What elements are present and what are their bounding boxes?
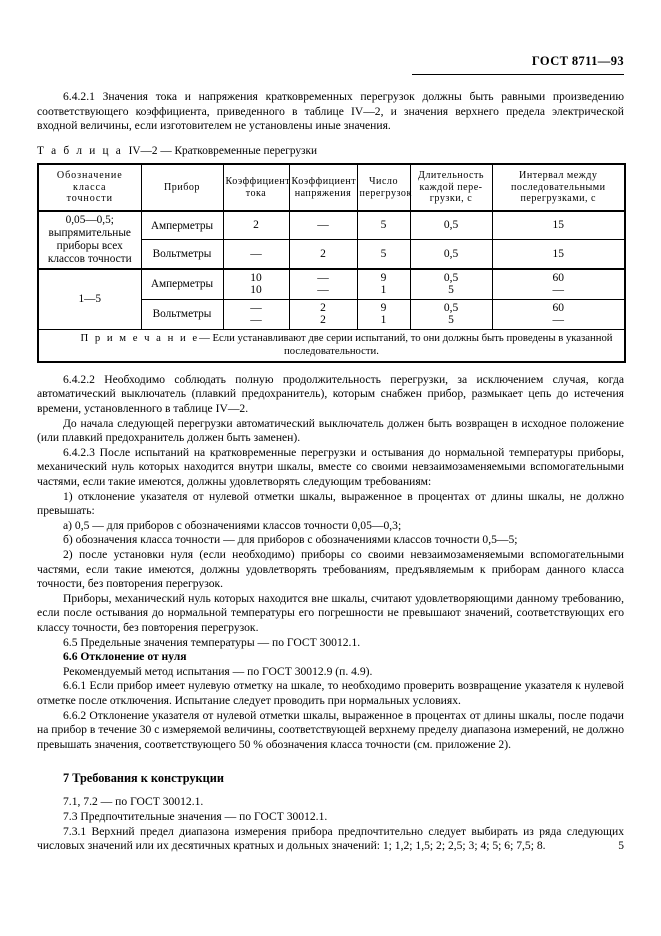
cell-voltage-coefficient [289, 269, 357, 300]
paragraph-6-4-2-1: 6.4.2.1 Значения тока и напряжения кратковременных перегрузок должны быть равными произведению соответствующего коэффициента, приведенного в таблице IV—2, и значения верхнего предела электрической входной величины, если изготовителем не установлены иные значения. [37, 90, 624, 133]
table-col-device [141, 164, 223, 211]
paragraph-item-a: а) 0,5 — для приборов с обозначениями классов точности 0,05—0,3; [63, 518, 402, 532]
cell-current-coefficient [223, 299, 289, 329]
cell-overload-count: 5 [357, 211, 410, 240]
header-rule [412, 74, 624, 75]
value-line: 1 [380, 284, 387, 297]
cell-current-coefficient [223, 269, 289, 300]
note-dash: — [199, 331, 210, 344]
header-line: последовательными [510, 181, 606, 193]
header-line: точности [66, 193, 113, 205]
header-line: Число [368, 176, 399, 188]
cell-device: Вольтметры [141, 240, 223, 269]
cell-duration: 0,5 [410, 211, 492, 240]
cell-overload-count [357, 299, 410, 329]
paragraph-7-3: 7.3 Предпочтительные значения — по ГОСТ 30012.1. [63, 809, 328, 823]
table-col-voltage-coefficient [289, 164, 357, 211]
header-line: Обозначение класса [56, 170, 123, 193]
table-note-row [38, 329, 625, 362]
value-line: — [552, 284, 564, 297]
paragraph-7-1-7-2: 7.1, 7.2 — по ГОСТ 30012.1. [63, 795, 204, 809]
page-number: 5 [618, 840, 624, 852]
paragraph-6-6-2: 6.6.2 Отклонение указателя от нулевой отметки шкалы, выраженное в процентах от длины шкалы, после подачи на прибор в течение 30 с измеряемой величины, соответствующей верхнему пределу диапазона измерений, не должно превышать значения, соответствующего 50 % обозначения класса точности (см. приложение 2). [37, 708, 624, 751]
note-label: П р и м е ч а н и е [80, 331, 200, 344]
standard-designation: ГОСТ 8711—93 [531, 54, 624, 68]
value-line: 9 [380, 301, 387, 314]
value-line: — [250, 301, 262, 314]
header-line: Длительность [417, 170, 485, 182]
header-line: Коэффициент [225, 176, 291, 188]
table-col-overload-count [357, 164, 410, 211]
heading-7: 7 Требования к конструкции [63, 771, 224, 786]
header-line: грузки, с [429, 193, 473, 205]
spacer [37, 134, 624, 144]
table-caption-title: Кратковременные перегрузки [174, 144, 318, 157]
table-header-row [38, 164, 625, 211]
cell-interval: 15 [492, 240, 625, 269]
page-content [37, 90, 624, 854]
table-col-accuracy-class [38, 164, 141, 211]
paragraph-6-6-1: 6.6.1 Если прибор имеет нулевую отметку на шкале, то необходимо проверить возвращение указателя к нулевой отметке после отключения. Испытание следует проводить при нормальных условиях. [37, 679, 624, 707]
table-body [38, 211, 625, 362]
cell-duration: 0,5 [410, 240, 492, 269]
value-line: — [250, 314, 262, 327]
header-line: перегрузками, с [520, 193, 597, 205]
value-line: 2 [320, 301, 326, 314]
table-caption-number: IV—2 [128, 144, 158, 157]
table-row [38, 269, 625, 300]
table-col-interval [492, 164, 625, 211]
value-line: 1 [380, 314, 387, 327]
cell-interval [492, 299, 625, 329]
value-line: 60 [552, 271, 564, 284]
paragraph-6-6-method: Рекомендуемый метод испытания — по ГОСТ 30012.9 (п. 4.9). [63, 664, 373, 678]
class-line: приборы всех [56, 239, 123, 252]
header-line: каждой пере- [419, 181, 483, 193]
table-col-current-coefficient [223, 164, 289, 211]
cell-accuracy-class [38, 211, 141, 269]
table-col-duration [410, 164, 492, 211]
table-caption-label: Т а б л и ц а [37, 144, 123, 157]
paragraph-item-2: 2) после установки нуля (если необходимо) приборы со своими невзаимозаменяемыми вспомогательными частями, если такие имеются, должны удовлетворять требованиям, предъявляемым к приборам данного класса точности, без повторения перегрузок. [37, 548, 624, 591]
paragraph-7-3-1: 7.3.1 Верхний предел диапазона измерения прибора предпочтительно следует выбирать из ряда следующих числовых значений или их десятичных кратных и дольных значений: 1; 1,2; 1,5; 2; 2,5; 3; 4; 5; 6; 7,5; 8. [37, 824, 624, 853]
cell-voltage-coefficient: — [289, 211, 357, 240]
cell-device: Амперметры [141, 211, 223, 240]
cell-overload-count: 5 [357, 240, 410, 269]
paragraph-6-4-2-2: 6.4.2.2 Необходимо соблюдать полную продолжительность перегрузки, за исключением случая, когда автоматический выключатель (плавкий предохранитель), которым снабжен прибор, размыкает цепь до истечения времени, установленного в таблице IV—2. [37, 372, 624, 416]
table-row [38, 211, 625, 240]
table-caption-dash: — [160, 144, 172, 157]
paragraph-outside-scale: Приборы, механический нуль которых находится вне шкалы, считают удовлетворяющими данному требованию, если после остывания до нормальной температуры его погрешности не превышают значений, соответствующих его классу точности, без повторения перегрузок. [37, 591, 624, 634]
value-line: 9 [380, 271, 387, 284]
class-line: 0,05—0,5; [65, 213, 114, 226]
value-line: — [552, 314, 564, 327]
value-line: 0,5 [443, 301, 459, 314]
cell-duration [410, 299, 492, 329]
cell-duration [410, 269, 492, 300]
paragraph-item-b: б) обозначения класса точности — для приборов с обозначениями классов точности 0,5—5; [63, 533, 518, 547]
cell-voltage-coefficient [289, 299, 357, 329]
class-line: 1—5 [78, 292, 102, 305]
paragraph-6-4-2-3: 6.4.2.3 После испытаний на кратковременные перегрузки и остывания до нормальной температуры приборы, механический нуль которых находится внутри шкалы, вместе со своими невзаимозаменяемыми вспомогательными частями, если такие имеются, должны удовлетворять следующим требованиям: [37, 445, 624, 489]
value-line: — [317, 284, 329, 297]
heading-6-6: 6.6 Отклонение от нуля [63, 650, 187, 664]
cell-accuracy-class [38, 269, 141, 330]
cell-current-coefficient: — [223, 240, 289, 269]
value-line: 5 [448, 314, 454, 327]
header-line: Прибор [164, 181, 200, 193]
overload-table [37, 163, 626, 363]
header-line: тока [245, 187, 267, 199]
header-line: перегрузок [359, 187, 412, 199]
page-header [37, 54, 624, 69]
paragraph-item-1: 1) отклонение указателя от нулевой отметки шкалы, выраженное в процентах от длины шкалы, не должно превышать: [37, 489, 624, 518]
cell-device: Амперметры [141, 269, 223, 300]
cell-interval [492, 269, 625, 300]
value-line: 0,5 [443, 271, 459, 284]
value-line: 60 [552, 301, 564, 314]
class-line: выпрямительные [48, 226, 131, 239]
note-text: Если устанавливают две серии испытаний, то они должны быть проведены в указанной последовательности. [212, 331, 613, 358]
cell-voltage-coefficient: 2 [289, 240, 357, 269]
header-line: Коэффициент [291, 176, 357, 188]
table-caption [37, 144, 624, 159]
spacer [37, 363, 624, 373]
class-line: классов точности [47, 252, 132, 265]
cell-interval: 15 [492, 211, 625, 240]
cell-current-coefficient: 2 [223, 211, 289, 240]
value-line: — [317, 271, 329, 284]
cell-device: Вольтметры [141, 299, 223, 329]
header-line: напряжения [294, 187, 352, 199]
value-line: 5 [448, 284, 454, 297]
value-line: 10 [250, 271, 262, 284]
paragraph-next-overload: До начала следующей перегрузки автоматический выключатель должен быть возвращен в исходное положение (или плавкий предохранитель должен быть заменен). [37, 416, 624, 445]
cell-note [38, 329, 625, 362]
header-line: Интервал между [519, 170, 598, 182]
paragraph-6-5: 6.5 Предельные значения температуры — по ГОСТ 30012.1. [63, 635, 361, 649]
value-line: 2 [320, 314, 326, 327]
cell-overload-count [357, 269, 410, 300]
value-line: 10 [250, 284, 262, 297]
spacer [37, 752, 624, 762]
